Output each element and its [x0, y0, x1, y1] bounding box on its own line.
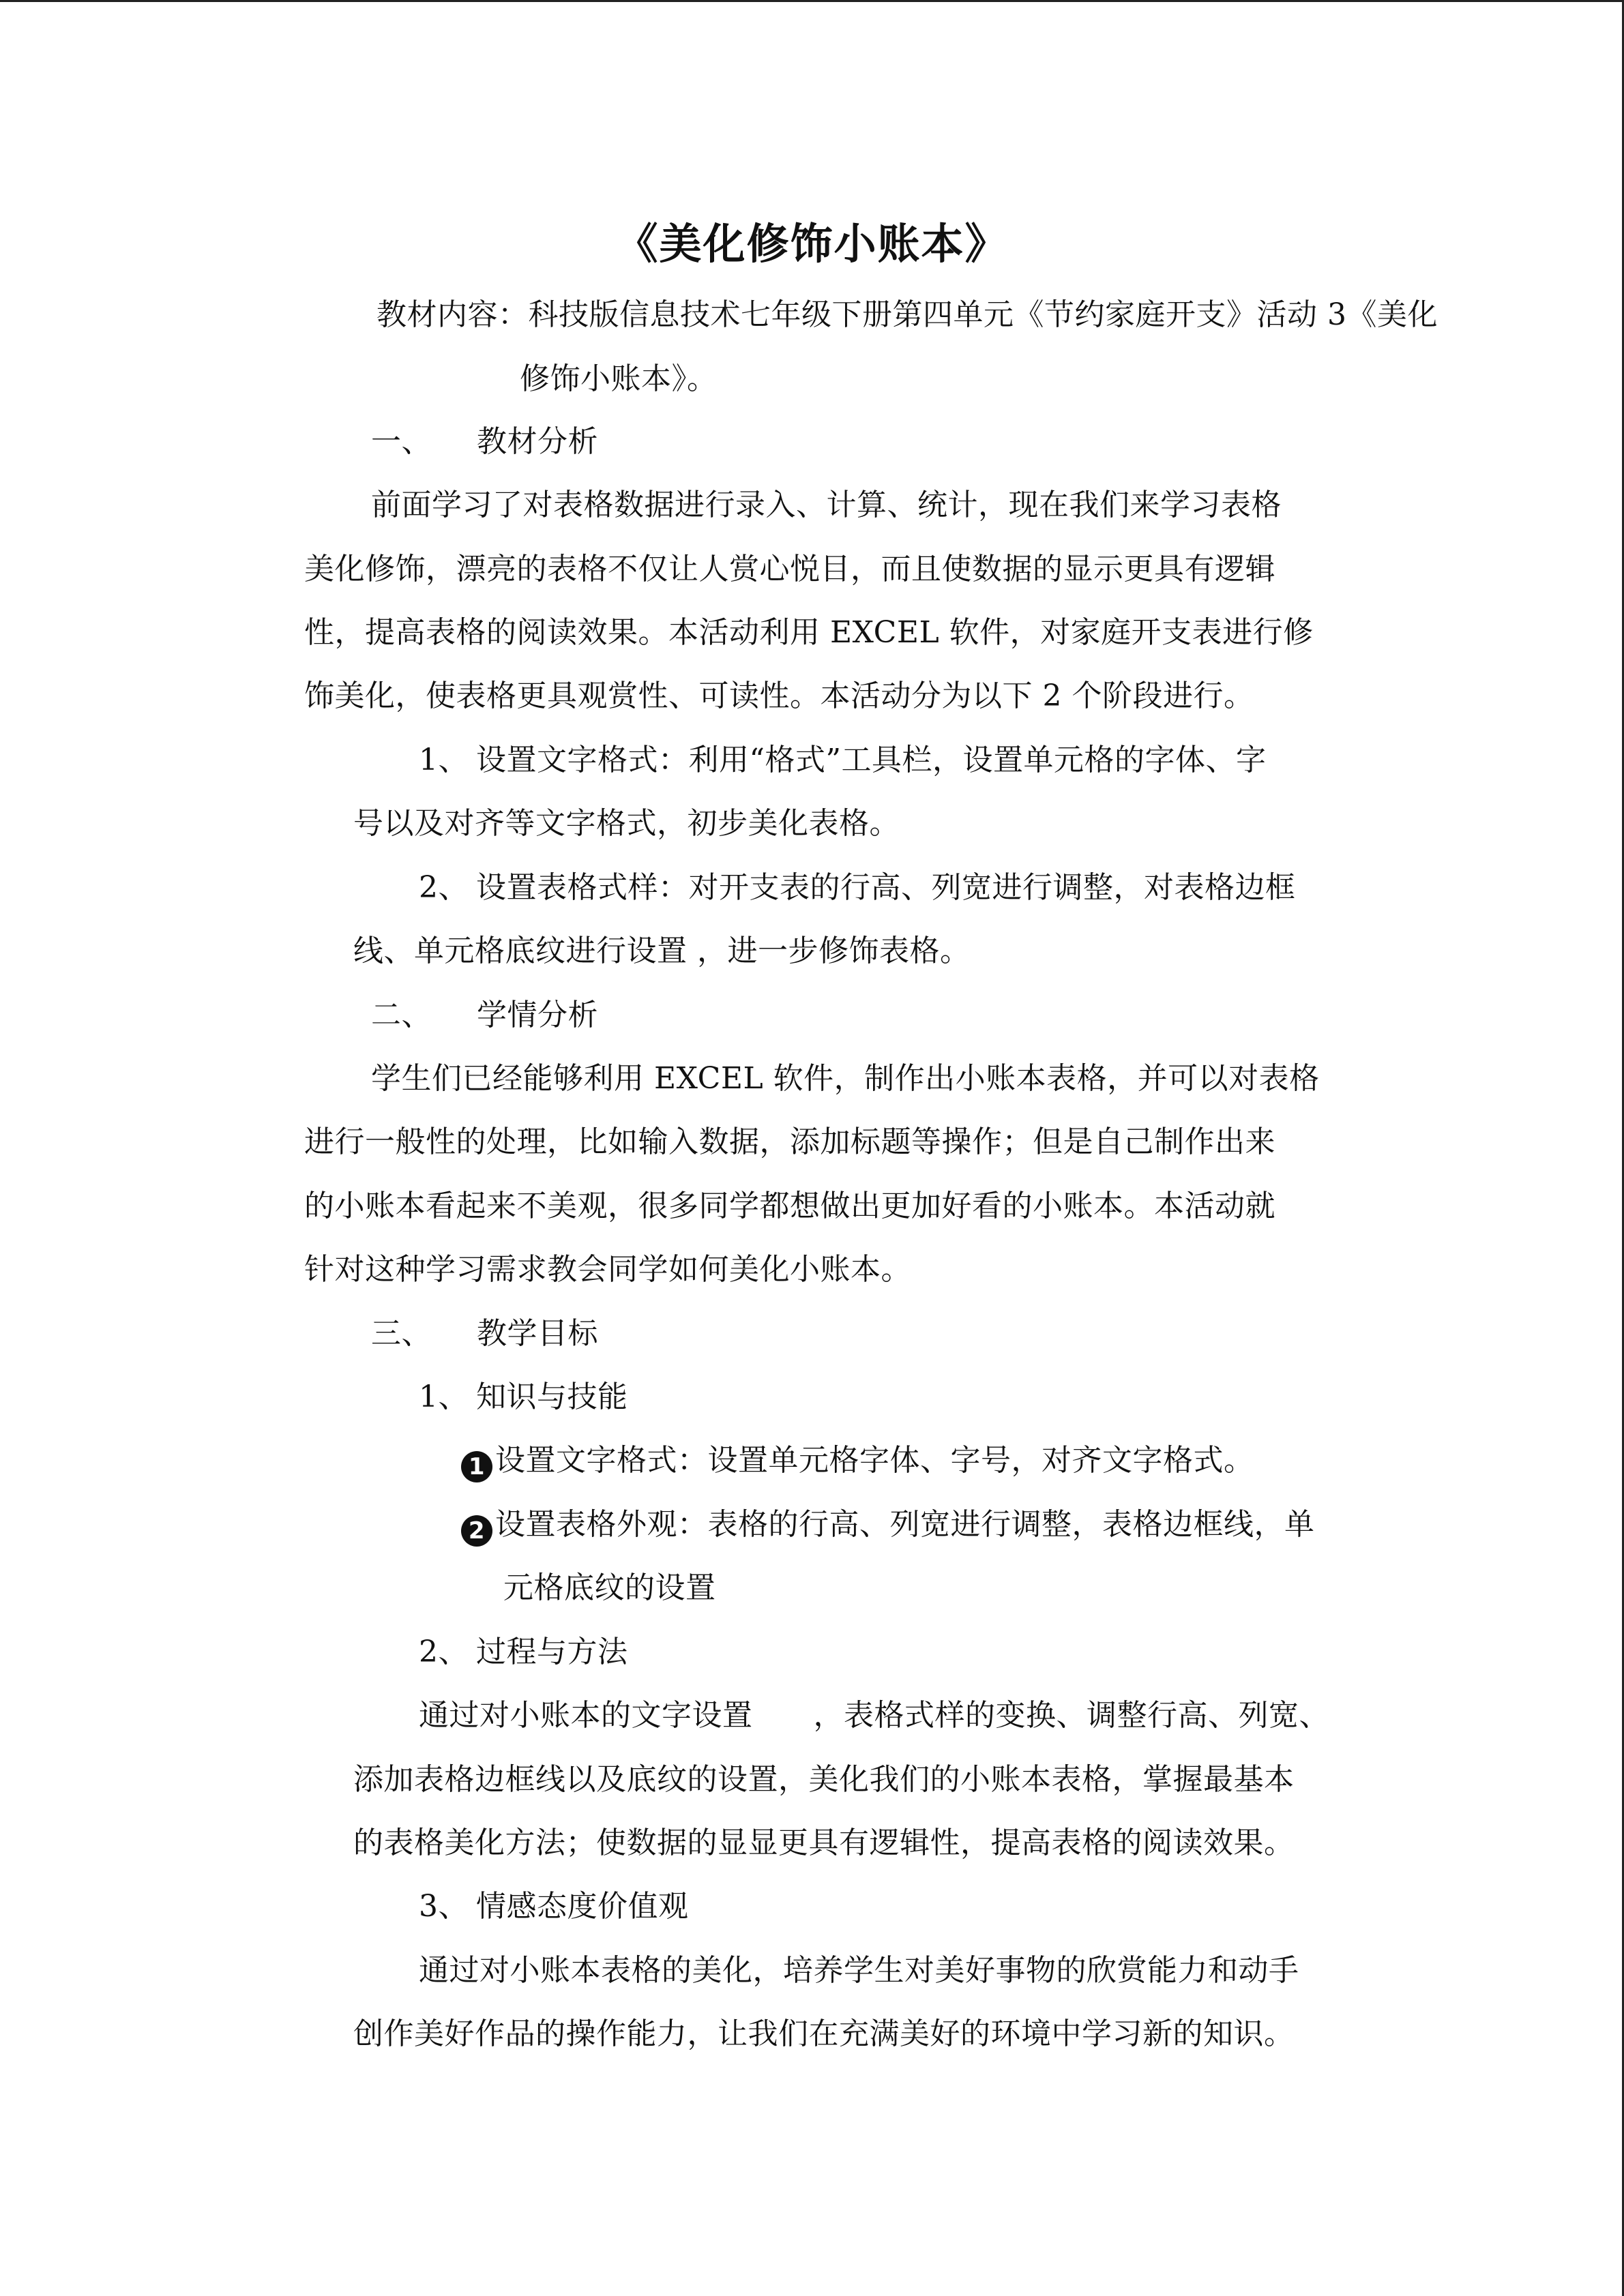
- section-1-para-line: 前面学习了对表格数据进行录入、计算、统计，现在我们来学习表格: [371, 488, 1282, 522]
- subsection-3-title: 情感态度价值观: [476, 1889, 689, 1924]
- section-2-para-line: 进行一般性的处理，比如输入数据，添加标题等操作；但是自己制作出来: [304, 1124, 1275, 1159]
- section-1-item-1-number: 1、: [419, 743, 469, 777]
- bullet-2: [461, 1504, 1315, 1547]
- subsection-3-heading: [419, 1886, 689, 1927]
- subsection-3-number: 3、: [419, 1889, 469, 1924]
- subsection-3-para-line: 通过对小账本表格的美化，培养学生对美好事物的欣赏能力和动手: [419, 1953, 1299, 1988]
- document-title: 《美化修饰小账本》: [615, 219, 1009, 269]
- bullet-2-cont: 元格底纹的设置: [503, 1570, 716, 1605]
- materials-line-1: 教材内容：科技版信息技术七年级下册第四单元《节约家庭开支》活动 3《美化: [377, 297, 1438, 332]
- section-1-item-2-number: 2、: [419, 870, 469, 905]
- bullet-2-text: 设置表格外观：表格的行高、列宽进行调整，表格边框线，单: [495, 1507, 1315, 1542]
- bullet-1: [461, 1440, 1254, 1482]
- section-2-title: 学情分析: [477, 998, 598, 1032]
- section-1-title: 教材分析: [477, 424, 598, 459]
- subsection-2-para-line: 的表格美化方法；使数据的显显更具有逻辑性，提高表格的阅读效果。: [353, 1825, 1295, 1860]
- numbered-bullet-1-icon: 1: [461, 1451, 492, 1482]
- section-1-item-2-cont: 线、单元格底纹进行设置 ，进一步修饰表格。: [353, 934, 971, 968]
- subsection-2-para-line: 添加表格边框线以及底纹的设置，美化我们的小账本表格，掌握最基本: [353, 1762, 1295, 1797]
- numbered-bullet-2-icon: 2: [461, 1515, 492, 1547]
- section-1-para-line: 美化修饰，漂亮的表格不仅让人赏心悦目，而且使数据的显示更具有逻辑: [304, 552, 1275, 586]
- section-1-item-1-cont: 号以及对齐等文字格式，初步美化表格。: [353, 806, 900, 841]
- section-2-heading: [371, 995, 598, 1036]
- subsection-1-title: 知识与技能: [476, 1380, 628, 1414]
- section-3-heading: [371, 1313, 598, 1354]
- section-2-para-line: 针对这种学习需求教会同学如何美化小账本。: [304, 1252, 911, 1287]
- subsection-3-para-line: 创作美好作品的操作能力，让我们在充满美好的环境中学习新的知识。: [353, 2016, 1295, 2051]
- section-2-para-line: 的小账本看起来不美观，很多同学都想做出更加好看的小账本。本活动就: [304, 1189, 1275, 1223]
- section-3-title: 教学目标: [477, 1316, 598, 1351]
- section-1-item-1-text: 设置文字格式：利用“格式”工具栏，设置单元格的字体、字: [476, 743, 1267, 777]
- subsection-1-heading: [419, 1377, 628, 1418]
- subsection-2-heading: [419, 1632, 628, 1673]
- section-1-item-2-text: 设置表格式样：对开支表的行高、列宽进行调整，对表格边框: [476, 870, 1296, 905]
- section-3-number: 三、: [371, 1316, 432, 1351]
- section-2-number: 二、: [371, 998, 432, 1032]
- section-1-item-2: [419, 867, 1296, 908]
- section-2-para-line: 学生们已经能够利用 EXCEL 软件，制作出小账本表格，并可以对表格: [371, 1061, 1320, 1096]
- section-1-para-line: 性，提高表格的阅读效果。本活动利用 EXCEL 软件，对家庭开支表进行修: [304, 615, 1314, 650]
- section-1-para-line: 饰美化，使表格更具观赏性、可读性。本活动分为以下 2 个阶段进行。: [304, 679, 1254, 713]
- subsection-1-number: 1、: [419, 1380, 469, 1414]
- subsection-2-number: 2、: [419, 1635, 469, 1669]
- subsection-2-title: 过程与方法: [476, 1635, 628, 1669]
- materials-line-2: 修饰小账本》。: [520, 361, 718, 396]
- section-1-number: 一、: [371, 424, 432, 459]
- subsection-2-para-line: 通过对小账本的文字设置 ，表格式样的变换、调整行高、列宽、: [419, 1698, 1329, 1733]
- bullet-1-text: 设置文字格式：设置单元格字体、字号，对齐文字格式。: [495, 1443, 1254, 1478]
- section-1-item-1: [419, 740, 1267, 781]
- section-1-heading: [371, 421, 598, 462]
